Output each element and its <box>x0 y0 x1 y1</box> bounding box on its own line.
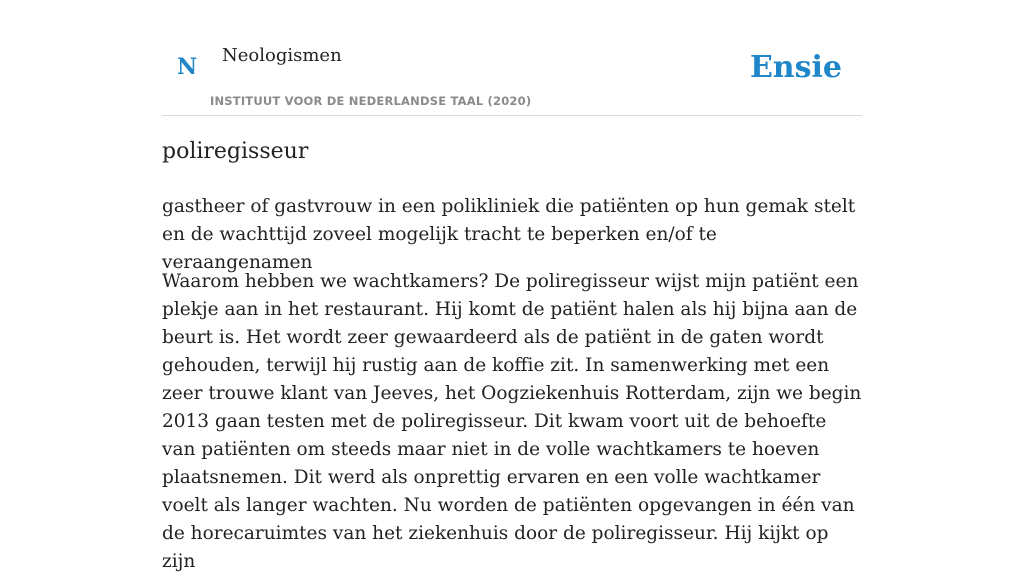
source-logo-icon: N <box>177 54 198 80</box>
entry-card <box>162 0 862 572</box>
brand-logo[interactable]: Ensie <box>749 50 842 85</box>
entry-term: poliregisseur <box>162 139 309 164</box>
source-subtitle: INSTITUUT VOOR DE NEDERLANDSE TAAL (2020) <box>210 94 532 108</box>
entry-definition: gastheer of gastvrouw in een polikliniek die patiënten op hun gemak stelt en de wachttijd zoveel mogelijk tracht te beperken en/of te veraangenamen <box>162 196 856 273</box>
source-title[interactable]: Neologismen <box>222 45 342 66</box>
source-header <box>162 0 862 116</box>
entry-example: Waarom hebben we wachtkamers? De poliregisseur wijst mijn patiënt een plekje aan in het restaurant. Hij komt de patiënt halen als hij bijna aan de beurt is. Het wordt zeer gewaardeerd als de patiënt in de gaten wordt gehouden, terwijl hij rustig aan de koffie zit. In samenwerking met een zeer trouwe klant van Jeeves, het Oogziekenhuis Rotterdam, zijn we begin 2013 gaan testen met de poliregisseur. Dit kwam voort uit de behoefte van patiënten om steeds maar niet in de volle wachtkamers te hoeven plaatsnemen. Dit werd als onprettig ervaren en een volle wachtkamer voelt als langer wachten. Nu worden de patiënten opgevangen in één van de horecaruimtes van het ziekenhuis door de poliregisseur. Hij kijkt op zijn <box>162 271 862 572</box>
